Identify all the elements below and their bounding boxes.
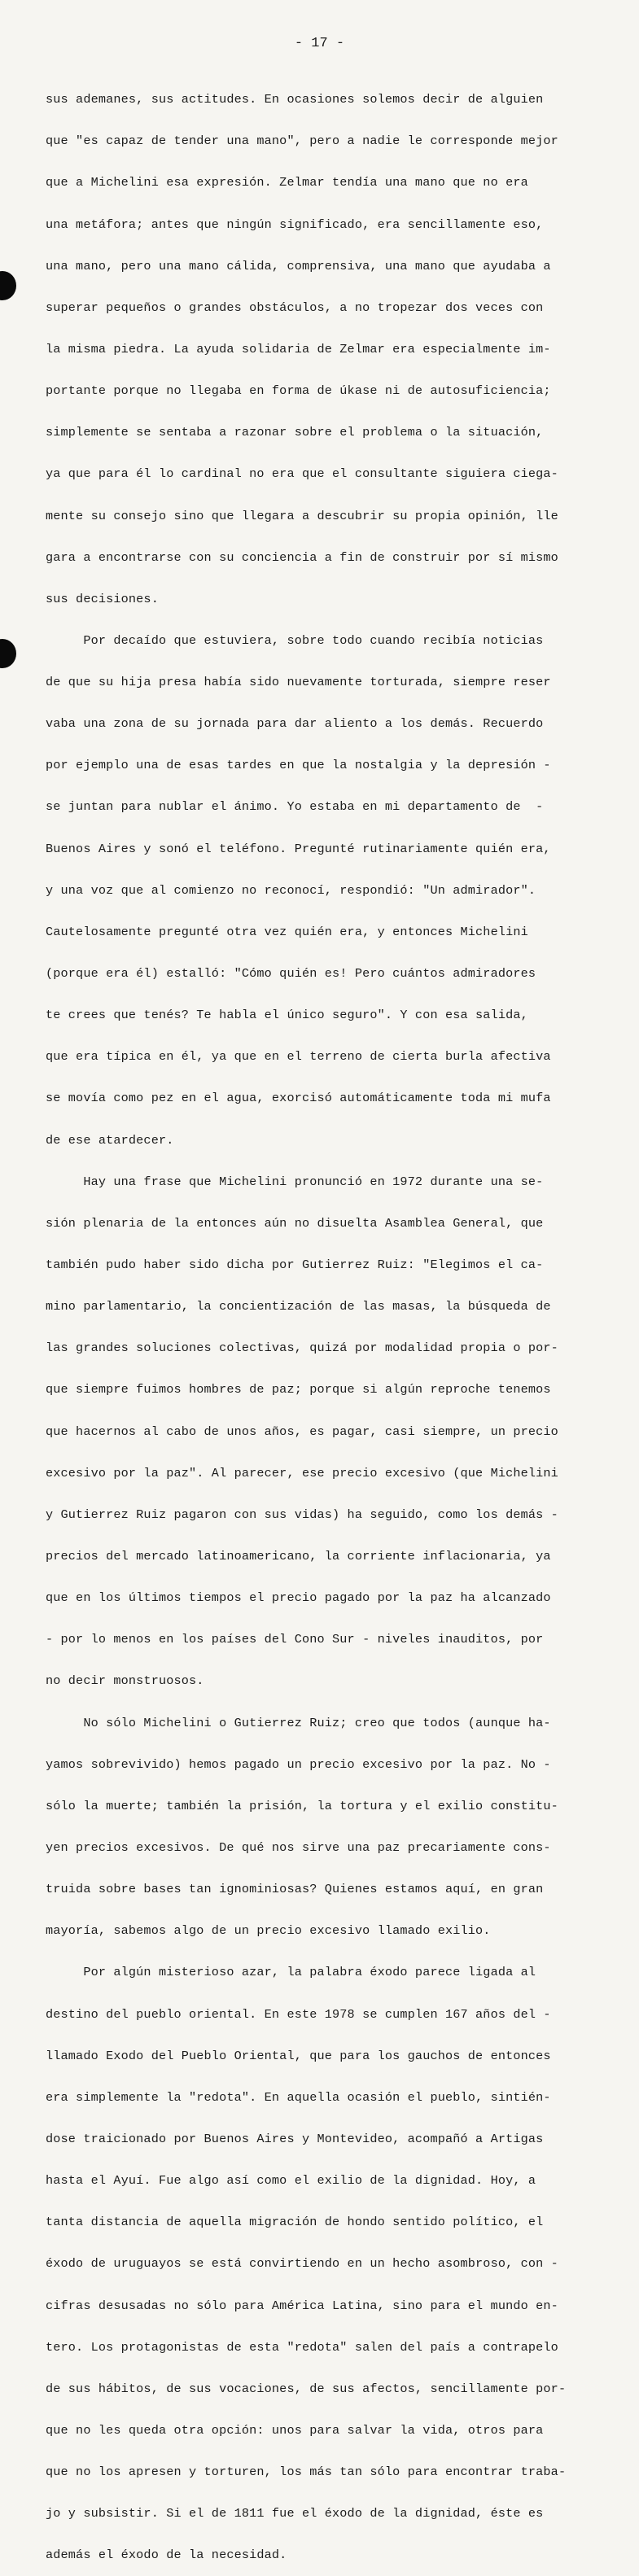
- text-line: ya que para él lo cardinal no era que el consultante siguiera ciega-: [46, 466, 558, 482]
- text-line: (porque era él) estalló: "Cómo quién es! Pero cuántos admiradores: [46, 966, 536, 982]
- text-line: y Gutierrez Ruiz pagaron con sus vidas) ha seguido, como los demás -: [46, 1507, 558, 1522]
- text-line: que no les queda otra opción: unos para salvar la vida, otros para: [46, 2422, 544, 2438]
- body-text: [46, 65, 607, 2576]
- text-line: que a Michelini esa expresión. Zelmar tendía una mano que no era: [46, 175, 528, 190]
- text-line: - por lo menos en los países del Cono Sur - niveles inauditos, por: [46, 1632, 544, 1647]
- text-line: sólo la muerte; también la prisión, la tortura y el exilio constitu-: [46, 1798, 558, 1813]
- text-line: tero. Los protagonistas de esta "redota" salen del país a contrapelo: [46, 2339, 558, 2355]
- text-line: una metáfora; antes que ningún significado, era sencillamente eso,: [46, 216, 544, 232]
- text-line: mino parlamentario, la concientización de las masas, la búsqueda de: [46, 1299, 551, 1314]
- text-line: la misma piedra. La ayuda solidaria de Zelmar era especialmente im-: [46, 341, 551, 356]
- text-line: excesivo por la paz". Al parecer, ese precio excesivo (que Michelini: [46, 1465, 558, 1480]
- text-line: mayoría, sabemos algo de un precio excesivo llamado exilio.: [46, 1923, 491, 1939]
- text-line: se juntan para nublar el ánimo. Yo estaba en mi departamento de -: [46, 799, 544, 815]
- text-line: portante porque no llegaba en forma de úkase ni de autosuficiencia;: [46, 383, 551, 399]
- text-line: que "es capaz de tender una mano", pero a nadie le corresponde mejor: [46, 133, 558, 149]
- text-line: superar pequeños o grandes obstáculos, a no tropezar dos veces con: [46, 300, 544, 315]
- text-line: se movía como pez en el agua, exorcisó automáticamente toda mi mufa: [46, 1091, 551, 1106]
- text-line: de ese atardecer.: [46, 1132, 174, 1148]
- text-line: por ejemplo una de esas tardes en que la nostalgia y la depresión -: [46, 758, 551, 773]
- text-line: Por decaído que estuviera, sobre todo cuando recibía noticias: [46, 632, 544, 648]
- text-line: Por algún misterioso azar, la palabra éxodo parece ligada al: [46, 1965, 536, 1980]
- text-line: yen precios excesivos. De qué nos sirve una paz precariamente cons-: [46, 1840, 551, 1855]
- text-line: vaba una zona de su jornada para dar aliento a los demás. Recuerdo: [46, 716, 544, 732]
- text-line: también pudo haber sido dicha por Gutierrez Ruiz: "Elegimos el ca-: [46, 1257, 544, 1273]
- text-line: No sólo Michelini o Gutierrez Ruiz; creo que todos (aunque ha-: [46, 1715, 551, 1730]
- text-line: yamos sobrevivido) hemos pagado un precio excesivo por la paz. No -: [46, 1756, 551, 1772]
- text-line: hasta el Ayuí. Fue algo así como el exilio de la dignidad. Hoy, a: [46, 2173, 536, 2189]
- punch-hole-lower: [0, 639, 16, 668]
- text-line: tanta distancia de aquella migración de hondo sentido político, el: [46, 2215, 544, 2230]
- text-line: mente su consejo sino que llegara a descubrir su propia opinión, lle: [46, 508, 558, 523]
- text-line: te crees que tenés? Te habla el único seguro". Y con esa salida,: [46, 1008, 528, 1023]
- page-number: - 17 -: [294, 36, 345, 51]
- text-line: precios del mercado latinoamericano, la corriente inflacionaria, ya: [46, 1549, 551, 1564]
- text-line: simplemente se sentaba a razonar sobre el problema o la situación,: [46, 425, 544, 440]
- text-line: no decir monstruosos.: [46, 1673, 204, 1689]
- text-line: de que su hija presa había sido nuevamente torturada, siempre reser: [46, 675, 551, 690]
- text-line: éxodo de uruguayos se está convirtiendo en un hecho asombroso, con -: [46, 2256, 558, 2272]
- text-line: llamado Exodo del Pueblo Oriental, que para los gauchos de entonces: [46, 2048, 551, 2063]
- text-line: además el éxodo de la necesidad.: [46, 2548, 287, 2563]
- text-line: jo y subsistir. Si el de 1811 fue el éxodo de la dignidad, éste es: [46, 2506, 544, 2521]
- text-line: dose traicionado por Buenos Aires y Montevideo, acompañó a Artigas: [46, 2131, 544, 2146]
- text-line: de sus hábitos, de sus vocaciones, de sus afectos, sencillamente por-: [46, 2381, 567, 2396]
- text-line: era simplemente la "redota". En aquella ocasión el pueblo, sintién-: [46, 2089, 551, 2105]
- text-line: gara a encontrarse con su conciencia a fin de construir por sí mismo: [46, 549, 558, 565]
- text-line: que hacernos al cabo de unos años, es pagar, casi siempre, un precio: [46, 1424, 558, 1439]
- text-line: que siempre fuimos hombres de paz; porque si algún reproche tenemos: [46, 1382, 551, 1397]
- text-line: Buenos Aires y sonó el teléfono. Pregunté rutinariamente quién era,: [46, 841, 551, 856]
- text-line: sus ademanes, sus actitudes. En ocasiones solemos decir de alguien: [46, 92, 544, 107]
- text-line: Cautelosamente pregunté otra vez quién era, y entonces Michelini: [46, 924, 528, 939]
- text-line: sión plenaria de la entonces aún no disuelta Asamblea General, que: [46, 1215, 544, 1231]
- text-line: destino del pueblo oriental. En este 1978 se cumplen 167 años del -: [46, 2006, 551, 2022]
- text-line: sus decisiones.: [46, 591, 159, 606]
- text-line: truida sobre bases tan ignominiosas? Quienes estamos aquí, en gran: [46, 1882, 544, 1897]
- text-line: que no los apresen y torturen, los más tan sólo para encontrar traba-: [46, 2464, 567, 2480]
- text-line: las grandes soluciones colectivas, quizá por modalidad propia o por-: [46, 1340, 558, 1356]
- text-line: y una voz que al comienzo no reconocí, respondió: "Un admirador".: [46, 882, 536, 898]
- text-line: que en los últimos tiempos el precio pagado por la paz ha alcanzado: [46, 1590, 551, 1606]
- punch-hole-upper: [0, 271, 16, 300]
- text-line: Hay una frase que Michelini pronunció en 1972 durante una se-: [46, 1174, 544, 1189]
- text-line: cifras desusadas no sólo para América Latina, sino para el mundo en-: [46, 2298, 558, 2313]
- text-line: una mano, pero una mano cálida, comprensiva, una mano que ayudaba a: [46, 258, 551, 273]
- text-line: que era típica en él, ya que en el terreno de cierta burla afectiva: [46, 1049, 551, 1065]
